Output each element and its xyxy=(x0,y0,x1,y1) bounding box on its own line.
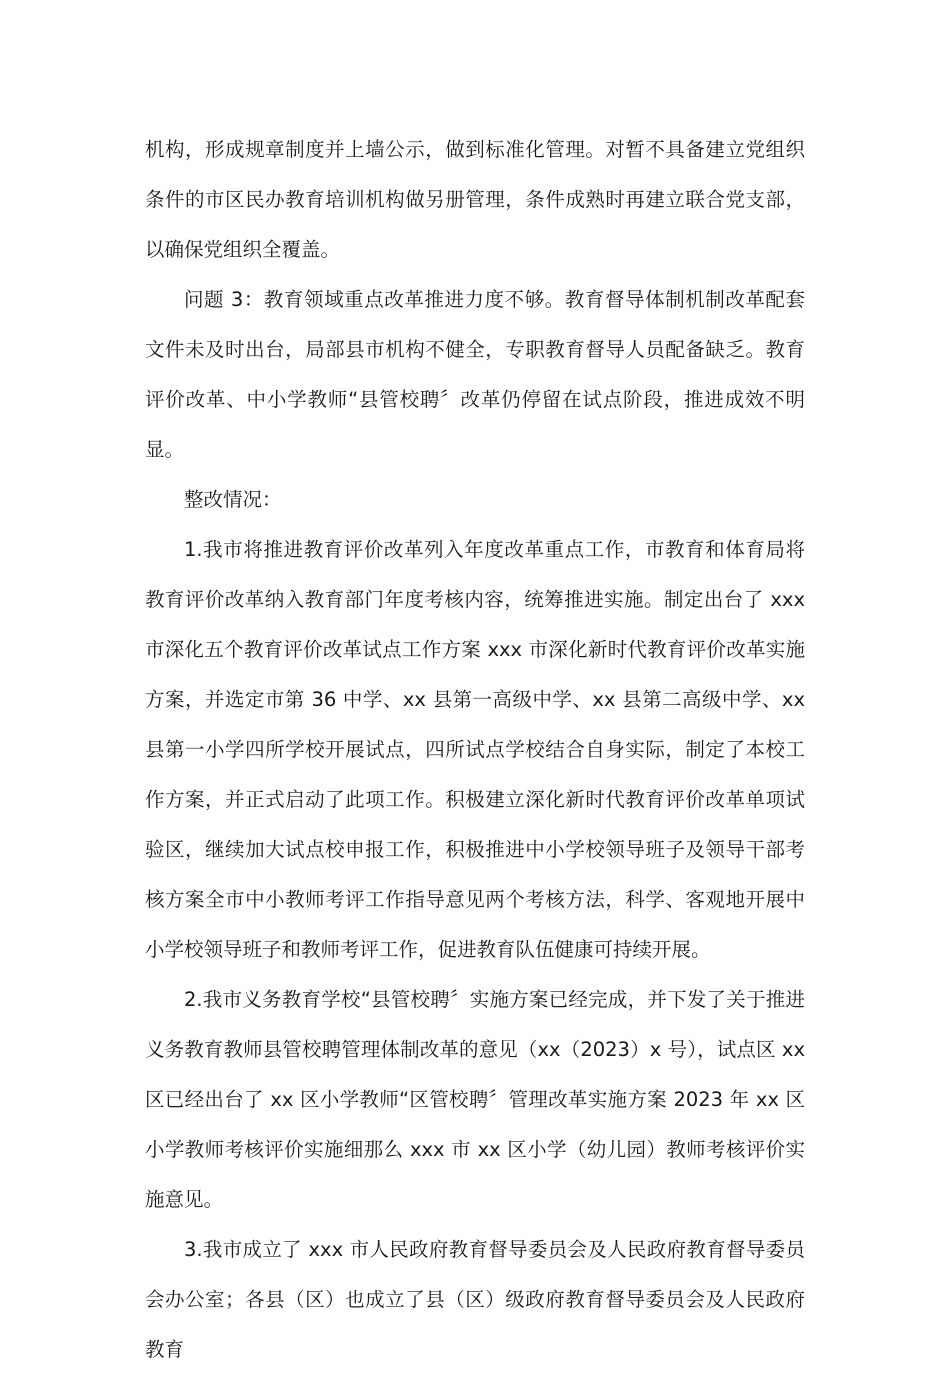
paragraph-item-2: 2.我市义务教育学校“县管校聘〞实施方案已经完成，并下发了关于推进义务教育教师县管校聘管理体制改革的意见（xx（2023）x 号），试点区 xx 区已经出台了 xx 区小学教师“区管校聘〞管理改革实施方案 2023 年 xx 区小学教师考核评价实施细那么 xxx 市 xx 区小学（幼儿园）教师考核评价实施意见。 xyxy=(145,988,805,1211)
paragraph-issue-3: 问题 3：教育领域重点改革推进力度不够。教育督导体制机制改革配套文件未及时出台，局部县市机构不健全，专职教育督导人员配备缺乏。教育评价改革、中小学教师“县管校聘〞改革仍停留在试点阶段，推进成效不明显。 xyxy=(145,288,805,461)
paragraph-item-3: 3.我市成立了 xxx 市人民政府教育督导委员会及人民政府教育督导委员会办公室；各县（区）也成立了县（区）级政府教育督导委员会及人民政府教育 xyxy=(145,1238,805,1361)
paragraph-item-1: 1.我市将推进教育评价改革列入年度改革重点工作，市教育和体育局将教育评价改革纳入教育部门年度考核内容，统筹推进实施。制定出台了 xxx 市深化五个教育评价改革试点工作方案 xxx 市深化新时代教育评价改革实施方案，并选定市第 36 中学、xx 县第一高级中学、xx 县第二高级中学、xx 县第一小学四所学校开展试点，四所试点学校结合自身实际，制定了本校工作方案，并正式启动了此项工作。积极建立深化新时代教育评价改革单项试验区，继续加大试点校申报工作，积极推进中小学校领导班子及领导干部考核方案全市中小教师考评工作指导意见两个考核方法，科学、客观地开展中小学校领导班子和教师考评工作，促进教育队伍健康可持续开展。 xyxy=(145,538,805,961)
document-body xyxy=(145,125,805,1375)
paragraph-continuation: 机构，形成规章制度并上墙公示，做到标准化管理。对暂不具备建立党组织条件的市区民办教育培训机构做另册管理，条件成熟时再建立联合党支部，以确保党组织全覆盖。 xyxy=(145,138,805,261)
paragraph-rectification-heading: 整改情况： xyxy=(184,488,282,511)
